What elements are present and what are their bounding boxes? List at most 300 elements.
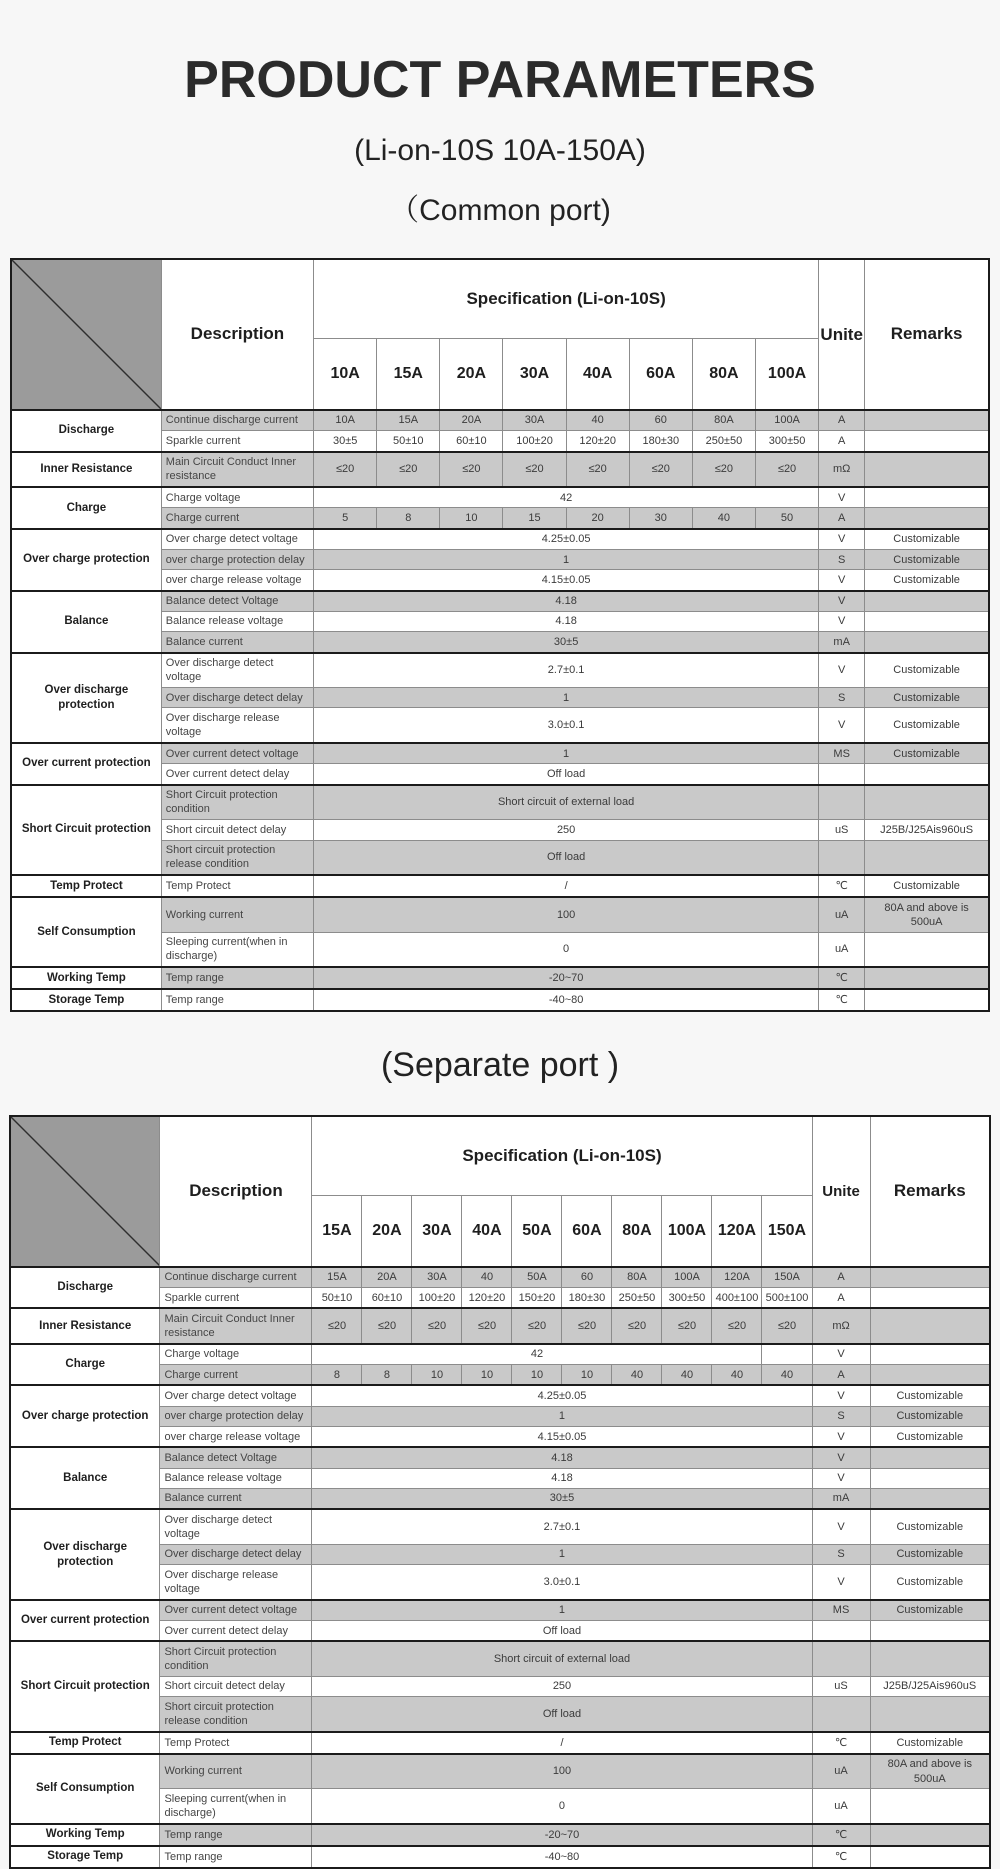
spec-merged-cell: 2.7±0.1 [312,1509,812,1544]
separate-port-table [9,1115,991,1869]
remark-cell: Customizable [865,529,989,550]
row-group-cell: Inner Resistance [11,452,161,488]
spec-value-cell: ≤20 [377,452,440,488]
unit-cell: ℃ [819,967,865,989]
spec-value-cell: ≤20 [755,452,818,488]
table-row [11,967,989,989]
table-row [10,1754,990,1789]
spec-value-cell: 40 [692,508,755,529]
row-desc-cell: Short Circuit protection condition [161,785,313,820]
row-desc-cell: Balance current [161,632,313,653]
row-desc-cell: Sleeping current(when in discharge) [160,1789,312,1824]
remark-cell [870,1447,990,1468]
common-port-table [10,258,990,1012]
spec-merged-cell: 100 [312,1754,812,1789]
row-desc-cell: Over discharge detect delay [161,688,313,708]
spec-value-cell: ≤20 [662,1308,712,1344]
unit-cell: uA [819,897,865,932]
row-group-cell: Over current protection [11,743,161,785]
row-desc-cell: Charge voltage [161,487,313,508]
row-desc-cell: Short circuit detect delay [160,1676,312,1696]
spec-value-cell: 5 [314,508,377,529]
row-desc-cell: Sparkle current [160,1288,312,1309]
row-group-cell: Discharge [11,410,161,452]
remark-cell [870,1365,990,1386]
spec-value-cell: 120A [712,1267,762,1288]
table-row [10,1641,990,1676]
spec-merged-cell: Short circuit of external load [314,785,819,820]
spec-value-cell: ≤20 [412,1308,462,1344]
row-desc-cell: Over charge detect voltage [160,1385,312,1406]
remark-cell: Customizable [870,1427,990,1448]
table-row [10,1824,990,1846]
spec-empty-cell [762,1344,812,1365]
spec-merged-cell: / [312,1732,812,1754]
spec-value-cell: 100A [755,410,818,431]
spec-merged-cell: 42 [312,1344,762,1365]
spec-value-cell: 10 [440,508,503,529]
model-header-cell: 100A [662,1195,712,1266]
unit-cell: V [812,1447,870,1468]
model-header-cell: 120A [712,1195,762,1266]
model-header-cell: 20A [440,339,503,410]
spec-merged-cell: 3.0±0.1 [314,708,819,743]
unit-cell: V [812,1427,870,1448]
remark-cell [865,591,989,612]
table-row [11,653,989,688]
spec-value-cell: ≤20 [566,452,629,488]
row-desc-cell: over charge release voltage [160,1427,312,1448]
spec-merged-cell: Off load [312,1621,812,1642]
model-header-cell: 15A [377,339,440,410]
spec-merged-cell: -20~70 [314,967,819,989]
remark-cell: J25B/J25Ais960uS [865,820,989,840]
unit-cell [812,1697,870,1732]
unit-cell: V [819,708,865,743]
spec-value-cell: 150A [762,1267,812,1288]
unit-cell: uA [812,1754,870,1789]
subtitle-common-port: （Common port) [389,193,611,227]
spec-value-cell: 15A [377,410,440,431]
spec-merged-cell: Off load [312,1697,812,1732]
row-desc-cell: Working current [161,897,313,932]
table-row [10,1308,990,1344]
remark-cell: J25B/J25Ais960uS [870,1676,990,1696]
spec-value-cell: ≤20 [312,1308,362,1344]
spec-merged-cell: 30±5 [312,1488,812,1509]
row-desc-cell: Main Circuit Conduct Inner resistance [161,452,313,488]
row-desc-cell: Over current detect voltage [160,1600,312,1621]
spec-value-cell: ≤20 [762,1308,812,1344]
row-desc-cell: over charge protection delay [160,1406,312,1426]
unit-cell: A [812,1288,870,1309]
model-header-cell: 10A [314,339,377,410]
remark-cell [865,989,989,1011]
remark-cell [865,431,989,452]
unit-cell: MS [819,743,865,764]
row-group-cell: Charge [11,487,161,529]
row-desc-cell: Charge current [161,508,313,529]
spec-value-cell: 10 [562,1365,612,1386]
remark-cell [870,1344,990,1365]
remark-cell [865,785,989,820]
spec-value-cell: 100±20 [412,1288,462,1309]
spec-value-cell: 60 [562,1267,612,1288]
model-header-cell: 50A [512,1195,562,1266]
unit-cell: V [819,487,865,508]
remark-cell [865,967,989,989]
row-group-cell: Discharge [10,1267,160,1309]
remark-cell [870,1641,990,1676]
unit-cell: V [812,1385,870,1406]
spec-merged-cell: 1 [312,1600,812,1621]
spec-value-cell: 40 [762,1365,812,1386]
model-header-cell: 20A [362,1195,412,1266]
spec-merged-cell: -20~70 [312,1824,812,1846]
row-desc-cell: Over discharge detect voltage [161,653,313,688]
row-desc-cell: Over current detect delay [161,764,313,785]
spec-merged-cell: 42 [314,487,819,508]
spec-merged-cell: 0 [314,932,819,967]
unit-cell: V [812,1509,870,1544]
remark-cell: 80A and above is 500uA [865,897,989,932]
remark-cell: Customizable [870,1385,990,1406]
unit-cell: mΩ [812,1308,870,1344]
spec-merged-cell: Short circuit of external load [312,1641,812,1676]
remark-cell: Customizable [865,550,989,570]
spec-value-cell: ≤20 [562,1308,612,1344]
spec-merged-cell: 4.15±0.05 [312,1427,812,1448]
spec-value-cell: 30A [503,410,566,431]
spec-value-cell: 250±50 [692,431,755,452]
spec-value-cell: 10 [462,1365,512,1386]
row-group-cell: Temp Protect [10,1732,160,1754]
remark-cell: Customizable [865,570,989,591]
spec-merged-cell: 2.7±0.1 [314,653,819,688]
model-header-cell: 30A [412,1195,462,1266]
unit-cell: ℃ [819,989,865,1011]
spec-value-cell: 30 [629,508,692,529]
unit-cell: V [812,1344,870,1365]
row-desc-cell: Temp range [160,1824,312,1846]
row-group-cell: Storage Temp [10,1846,160,1868]
spec-merged-cell: 1 [312,1544,812,1564]
spec-value-cell: ≤20 [503,452,566,488]
spec-value-cell: 50±10 [377,431,440,452]
row-desc-cell: Balance release voltage [160,1468,312,1488]
spec-value-cell: ≤20 [440,452,503,488]
spec-value-cell: 40 [462,1267,512,1288]
model-header-cell: 80A [612,1195,662,1266]
unit-cell: V [812,1468,870,1488]
row-desc-cell: Working current [160,1754,312,1789]
row-desc-cell: Temp Protect [161,875,313,897]
table-row [11,410,989,431]
row-desc-cell: Over current detect voltage [161,743,313,764]
model-header-cell: 40A [462,1195,512,1266]
spec-value-cell: 8 [377,508,440,529]
unit-cell: uA [812,1789,870,1824]
unit-cell [819,840,865,875]
remark-cell [865,487,989,508]
unit-cell [812,1641,870,1676]
page-title: PRODUCT PARAMETERS [184,51,816,109]
row-desc-cell: Temp Protect [160,1732,312,1754]
table-row [10,1600,990,1621]
remark-cell [865,452,989,488]
spec-merged-cell: 1 [314,550,819,570]
unit-cell: V [819,570,865,591]
description-header: Description [161,259,313,410]
remark-cell: Customizable [865,688,989,708]
spec-merged-cell: / [314,875,819,897]
spec-merged-cell: 4.18 [312,1447,812,1468]
spec-value-cell: 40 [566,410,629,431]
separate-port-table-container [0,1115,1000,1869]
spec-value-cell: 8 [312,1365,362,1386]
table-row [10,1509,990,1544]
spec-value-cell: 400±100 [712,1288,762,1309]
spec-value-cell: ≤20 [314,452,377,488]
spec-value-cell: ≤20 [629,452,692,488]
remark-cell [865,611,989,631]
row-desc-cell: Short circuit protection release condition [160,1697,312,1732]
row-desc-cell: Balance current [160,1488,312,1509]
unit-cell: A [819,410,865,431]
corner-diagonal-cell [11,259,161,410]
table-row [11,785,989,820]
spec-merged-cell: 3.0±0.1 [312,1565,812,1600]
row-desc-cell: over charge release voltage [161,570,313,591]
remark-cell [870,1824,990,1846]
remark-cell [865,410,989,431]
spec-merged-cell: 4.18 [314,611,819,631]
spec-value-cell: 180±30 [629,431,692,452]
subtitle-model-range: (Li-on-10S 10A-150A) [354,134,646,168]
remark-cell [870,1846,990,1868]
unit-cell: uA [819,932,865,967]
remark-cell: Customizable [870,1544,990,1564]
spec-value-cell: 10A [314,410,377,431]
spec-value-cell: 20 [566,508,629,529]
unit-cell: mA [819,632,865,653]
row-group-cell: Short Circuit protection [11,785,161,875]
remark-cell [870,1267,990,1288]
row-desc-cell: Charge voltage [160,1344,312,1365]
remark-cell [865,932,989,967]
unit-cell: mA [812,1488,870,1509]
row-desc-cell: Balance detect Voltage [160,1447,312,1468]
spec-value-cell: 80A [612,1267,662,1288]
row-group-cell: Inner Resistance [10,1308,160,1344]
spec-value-cell: 250±50 [612,1288,662,1309]
spec-value-cell: 120±20 [462,1288,512,1309]
spec-value-cell: ≤20 [362,1308,412,1344]
common-port-table-container [0,258,1000,1012]
row-group-cell: Self Consumption [11,897,161,967]
remark-cell [870,1308,990,1344]
table-row [10,1732,990,1754]
unit-cell: ℃ [812,1824,870,1846]
table-row [11,743,989,764]
spec-value-cell: 80A [692,410,755,431]
table-row [11,989,989,1011]
remark-cell: Customizable [865,875,989,897]
spec-value-cell: 300±50 [662,1288,712,1309]
spec-merged-cell: 4.25±0.05 [312,1385,812,1406]
spec-value-cell: 120±20 [566,431,629,452]
remark-cell: Customizable [865,653,989,688]
spec-value-cell: ≤20 [692,452,755,488]
remark-cell: Customizable [870,1509,990,1544]
row-desc-cell: Temp range [161,989,313,1011]
remarks-header: Remarks [870,1116,990,1267]
spec-value-cell: 50 [755,508,818,529]
remark-cell [870,1621,990,1642]
unit-cell: ℃ [812,1732,870,1754]
spec-merged-cell: 0 [312,1789,812,1824]
corner-diagonal-cell [10,1116,160,1267]
spec-merged-cell: 1 [314,743,819,764]
spec-value-cell: 40 [712,1365,762,1386]
spec-value-cell: 40 [662,1365,712,1386]
spec-value-cell: 50±10 [312,1288,362,1309]
spec-value-cell: ≤20 [512,1308,562,1344]
header-row-top [10,1116,990,1195]
remark-cell [870,1789,990,1824]
spec-value-cell: 40 [612,1365,662,1386]
spec-value-cell: ≤20 [462,1308,512,1344]
row-desc-cell: Balance detect Voltage [161,591,313,612]
spec-value-cell: ≤20 [712,1308,762,1344]
diagonal-line [12,260,161,409]
remark-cell: Customizable [865,743,989,764]
model-header-cell: 60A [629,339,692,410]
spec-merged-cell: 250 [314,820,819,840]
unit-cell: A [819,431,865,452]
row-group-cell: Over discharge protection [10,1509,160,1599]
model-header-cell: 150A [762,1195,812,1266]
unit-cell: S [812,1406,870,1426]
row-desc-cell: over charge protection delay [161,550,313,570]
unit-cell: A [819,508,865,529]
row-desc-cell: Main Circuit Conduct Inner resistance [160,1308,312,1344]
row-desc-cell: Balance release voltage [161,611,313,631]
row-desc-cell: Short circuit protection release condition [161,840,313,875]
remark-cell [870,1288,990,1309]
row-desc-cell: Short Circuit protection condition [160,1641,312,1676]
row-group-cell: Storage Temp [11,989,161,1011]
spec-value-cell: 15 [503,508,566,529]
remark-cell [865,508,989,529]
diagonal-line [11,1117,160,1266]
spec-value-cell: 50A [512,1267,562,1288]
spec-merged-cell: -40~80 [314,989,819,1011]
unit-cell: ℃ [819,875,865,897]
remark-cell [870,1488,990,1509]
row-desc-cell: Temp range [161,967,313,989]
remark-cell [870,1697,990,1732]
spec-value-cell: 300±50 [755,431,818,452]
table-row [11,875,989,897]
table-row [10,1846,990,1868]
spec-value-cell: 60±10 [362,1288,412,1309]
model-header-cell: 80A [692,339,755,410]
unit-cell: A [812,1267,870,1288]
unit-cell [812,1621,870,1642]
remark-cell [865,764,989,785]
spec-value-cell: 15A [312,1267,362,1288]
table-row [10,1385,990,1406]
table-row [11,452,989,488]
row-desc-cell: Temp range [160,1846,312,1868]
unit-cell: A [812,1365,870,1386]
row-group-cell: Charge [10,1344,160,1386]
unit-cell: V [819,653,865,688]
row-desc-cell: Continue discharge current [160,1267,312,1288]
row-desc-cell: Over discharge detect voltage [160,1509,312,1544]
row-group-cell: Working Temp [11,967,161,989]
row-group-cell: Over current protection [10,1600,160,1642]
spec-merged-cell: 100 [314,897,819,932]
row-group-cell: Short Circuit protection [10,1641,160,1731]
row-desc-cell: Over current detect delay [160,1621,312,1642]
remark-cell [865,840,989,875]
row-desc-cell: Continue discharge current [161,410,313,431]
unit-header: Unite [819,259,865,410]
spec-merged-cell: Off load [314,840,819,875]
spec-merged-cell: 4.18 [312,1468,812,1488]
row-group-cell: Balance [10,1447,160,1509]
remark-cell: Customizable [870,1565,990,1600]
description-header: Description [160,1116,312,1267]
row-group-cell: Over charge protection [11,529,161,591]
remark-cell: Customizable [870,1732,990,1754]
unit-cell: mΩ [819,452,865,488]
table-row [11,529,989,550]
header-row-top [11,259,989,338]
model-header-cell: 60A [562,1195,612,1266]
spec-merged-cell: 250 [312,1676,812,1696]
row-group-cell: Working Temp [10,1824,160,1846]
table-row [11,487,989,508]
unit-cell: V [812,1565,870,1600]
spec-merged-cell: 4.25±0.05 [314,529,819,550]
remark-cell: Customizable [870,1600,990,1621]
row-group-cell: Over charge protection [10,1385,160,1447]
unit-cell: V [819,591,865,612]
model-header-cell: 40A [566,339,629,410]
spec-merged-cell: 4.18 [314,591,819,612]
row-desc-cell: Short circuit detect delay [161,820,313,840]
remark-cell: Customizable [870,1406,990,1426]
spec-value-cell: 180±30 [562,1288,612,1309]
row-desc-cell: Over charge detect voltage [161,529,313,550]
remark-cell [870,1468,990,1488]
spec-value-cell: 100A [662,1267,712,1288]
model-header-cell: 100A [755,339,818,410]
model-header-cell: 15A [312,1195,362,1266]
row-group-cell: Balance [11,591,161,653]
unit-cell [819,764,865,785]
unit-cell: V [819,529,865,550]
spec-merged-cell: 1 [312,1406,812,1426]
spec-merged-cell: 4.15±0.05 [314,570,819,591]
spec-value-cell: 500±100 [762,1288,812,1309]
subtitle-separate-port: (Separate port ) [380,1046,620,1085]
spec-value-cell: 30±5 [314,431,377,452]
unit-cell: S [812,1544,870,1564]
